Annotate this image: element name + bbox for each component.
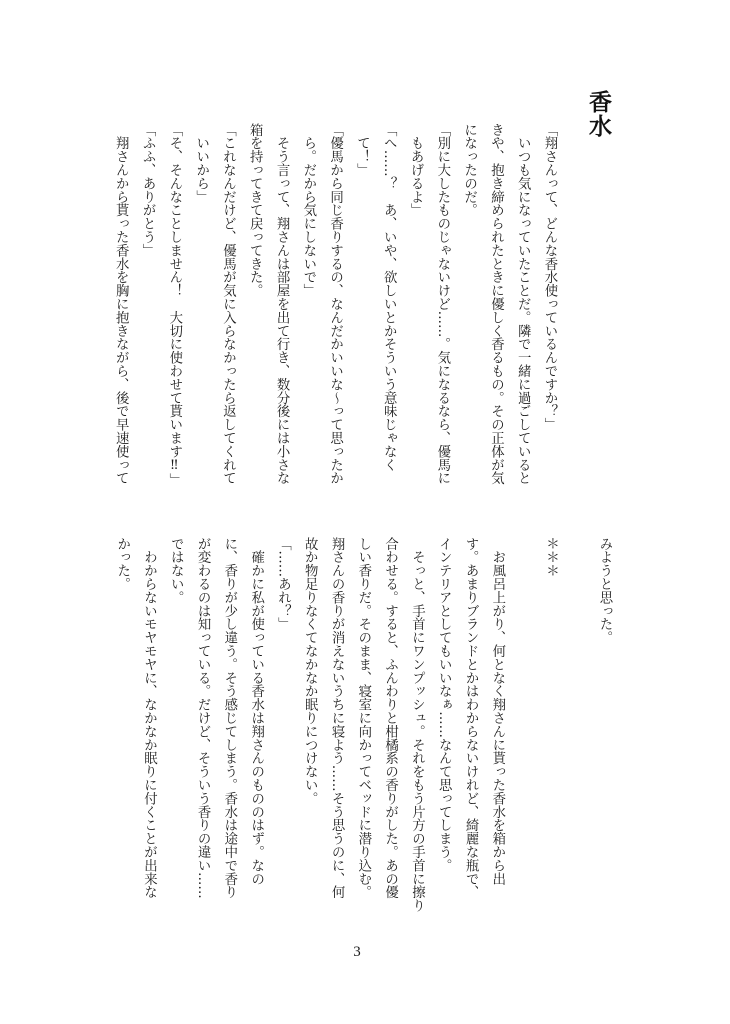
text-line: 「これなんだけど、優馬が気に入らなかったら返してくれて <box>220 123 236 485</box>
text-line <box>510 537 537 912</box>
text-line: 「へ……？ あ、いや、欲しいとかそういう意味じゃなく <box>381 123 397 472</box>
text-line <box>563 537 590 912</box>
text-line: 「優馬から同じ香りするの、なんだかいいな～って思ったか <box>327 123 343 485</box>
text-line: す。あまりブランドとかはわからないけれど、綺麗な瓶で、 <box>463 537 479 899</box>
text-line: 「別に大したものじゃないけど……。気になるなら、優馬に <box>434 123 450 485</box>
text-line: そっと、手首にワンプッシュ。それをもう片方の手首に擦り <box>409 537 425 913</box>
text-line: 「……あれ？」 <box>275 537 291 631</box>
text-line: 「ふふ、ありがとう」 <box>140 123 156 257</box>
text-line: インテリアとしてもいいなぁ……なんて思ってしまう。 <box>436 537 452 872</box>
text-line: 箱を持ってきて戻ってきた。 <box>247 123 263 298</box>
text-line: 合わせる。すると、ふんわりと柑橘系の香りがした。あの優 <box>382 537 398 899</box>
chapter-title: 香水 <box>585 90 611 138</box>
text-line: しい香りだ。そのまま、寝室に向かってベッドに潜り込む。 <box>355 537 371 899</box>
text-line: ＊＊＊ <box>543 537 559 578</box>
text-line: ではない。 <box>168 537 184 604</box>
text-line: わからないモヤモヤに、なかなか眠りに付くことが出来な <box>141 537 157 899</box>
text-line: になったのだ。 <box>461 123 477 217</box>
page-number: 3 <box>353 944 361 960</box>
text-block-bottom <box>108 537 617 912</box>
text-line: ら。だから気にしないで」 <box>300 123 316 298</box>
text-line: 「翔さんって、どんな香水使っているんですか？」 <box>542 123 557 432</box>
text-line: きや、抱き締められたときに優しく香るもの。その正体が気 <box>488 123 504 485</box>
text-line: に、香りが少し違う。そう感じてしまう。香水は途中で香り <box>221 537 237 899</box>
text-line: 翔さんから貰った香水を胸に抱きながら、後で早速使って <box>113 123 129 485</box>
text-line: お風呂上がり、何となく翔さんに貰った香水を箱から出 <box>489 537 505 886</box>
text-line: そう言って、翔さんは部屋を出て行き、数分後には小さな <box>274 123 290 485</box>
text-line: て！」 <box>354 123 370 177</box>
text-line: 翔さんの香りが消えないうちに寝よう……そう思うのに、何 <box>329 537 345 899</box>
text-block-top <box>106 123 562 486</box>
text-line: いいから」 <box>193 123 209 204</box>
text-line: が変わるのは知っている。だけど、そういう香りの違い…… <box>195 537 211 899</box>
text-line: みようと思った。 <box>597 537 612 645</box>
text-line: いつも気になっていたことだ。隣で一緒に過ごしていると <box>515 123 531 485</box>
text-line: かった。 <box>114 537 130 591</box>
text-line: 「そ、そんなことしません！ 大切に使わせて貰います‼」 <box>166 123 182 487</box>
text-line: 故か物足りなくてなかなか眠りにつけない。 <box>302 537 318 805</box>
text-line: 確かに私が使っている香水は翔さんのもののはず。なの <box>248 537 264 886</box>
text-line: もあげるよ」 <box>408 123 424 217</box>
